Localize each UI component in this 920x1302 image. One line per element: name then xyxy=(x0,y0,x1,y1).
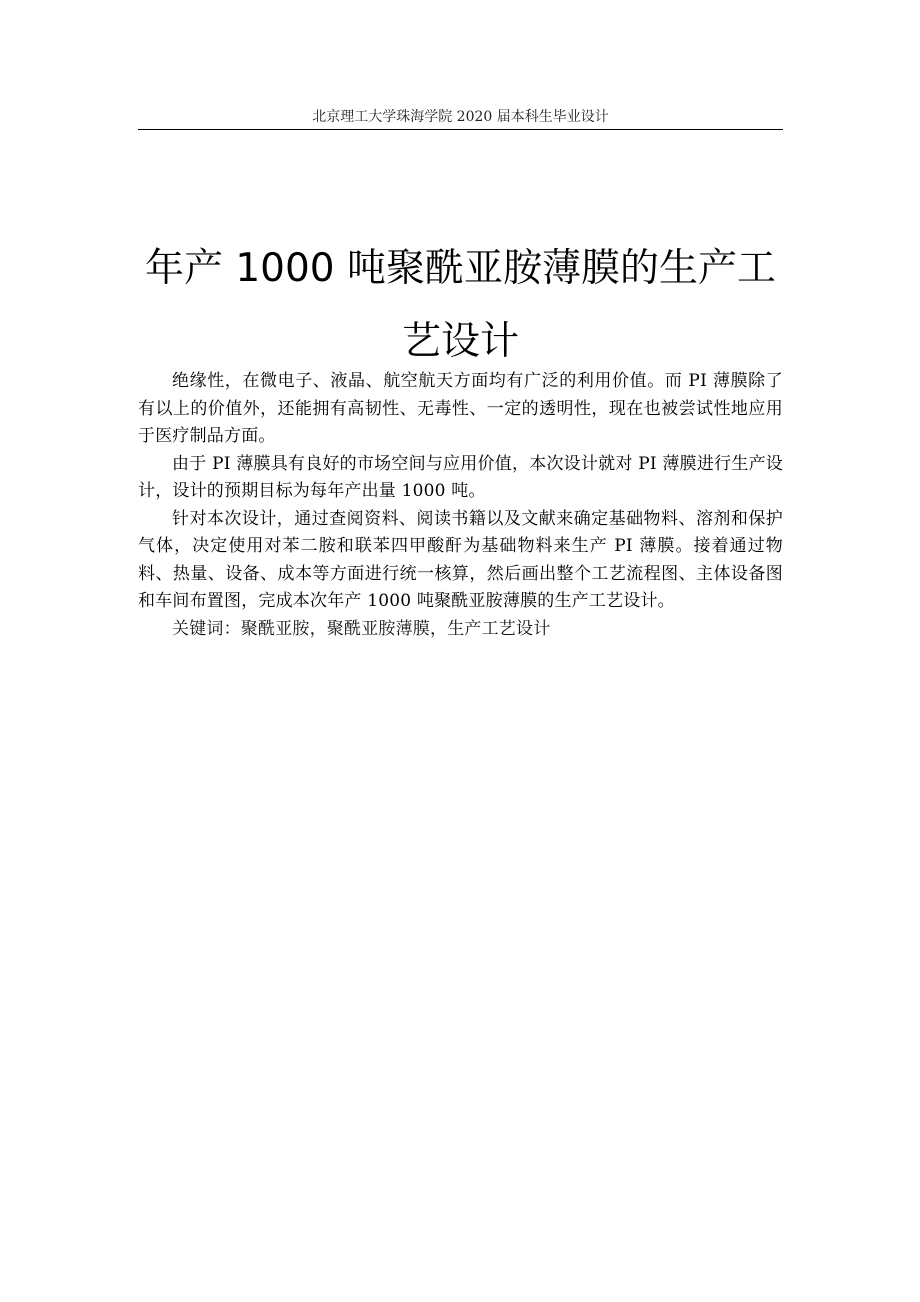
abstract-paragraph-1: 绝缘性，在微电子、液晶、航空航天方面均有广泛的利用价值。而 PI 薄膜除了有以上的价值外，还能拥有高韧性、无毒性、一定的透明性，现在也被尝试性地应用于医疗制品方面。 xyxy=(138,371,783,446)
abstract-paragraph-2: 由于 PI 薄膜具有良好的市场空间与应用价值，本次设计就对 PI 薄膜进行生产设计，设计的预期目标为每年产出量 1000 吨。 xyxy=(138,453,783,501)
document-title: 年产 1000 吨聚酰亚胺薄膜的生产工艺设计 xyxy=(144,246,777,364)
abstract-body xyxy=(138,368,783,643)
header-divider xyxy=(138,129,783,130)
abstract-paragraph-3: 针对本次设计，通过查阅资料、阅读书籍以及文献来确定基础物料、溶剂和保护气体，决定使用对苯二胺和联苯四甲酸酐为基础物料来生产 PI 薄膜。接着通过物料、热量、设备、成本等方面进行统一核算，然后画出整个工艺流程图、主体设备图和车间布置图，完成本次年产 1000 吨聚酰亚胺薄膜的生产工艺设计。 xyxy=(138,508,783,611)
page-header: 北京理工大学珠海学院 2020 届本科生毕业设计 xyxy=(312,109,609,125)
keywords-line: 关键词：聚酰亚胺，聚酰亚胺薄膜，生产工艺设计 xyxy=(172,618,551,639)
